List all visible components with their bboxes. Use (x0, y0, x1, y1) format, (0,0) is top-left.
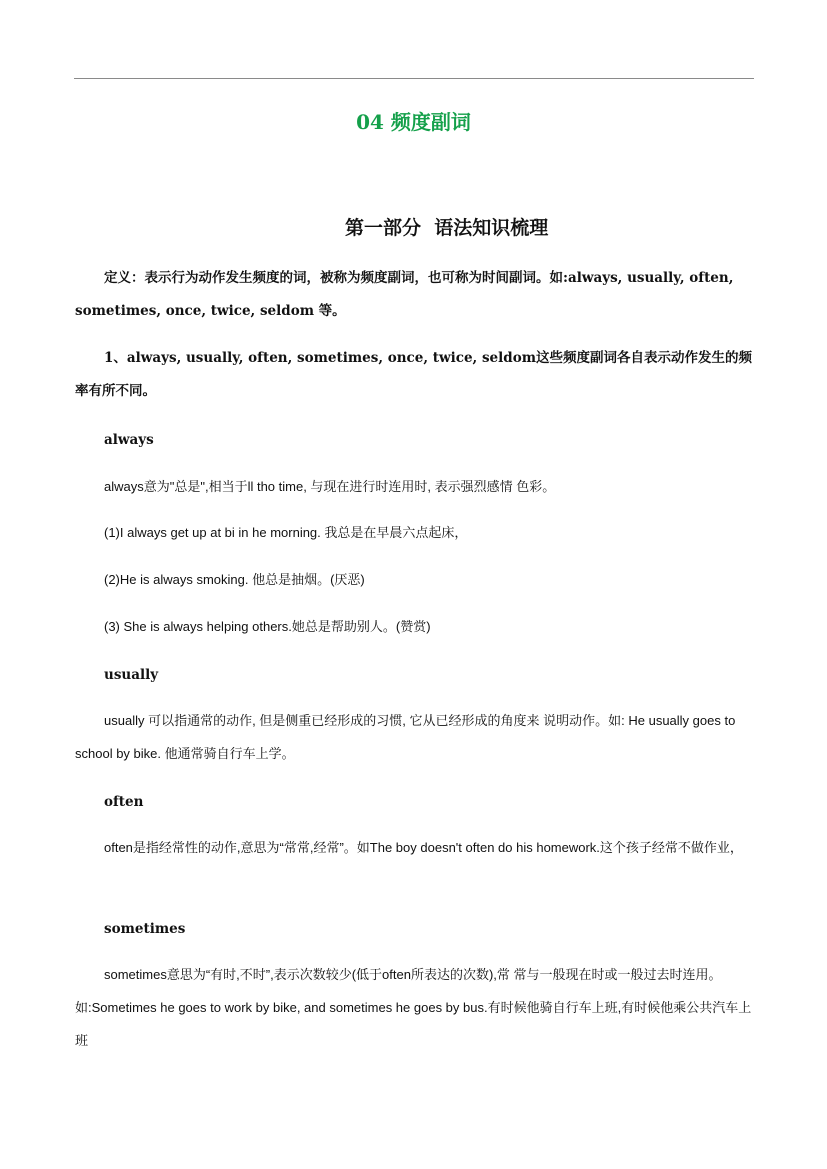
section-title: 第一部分 语法知识梳理 (345, 217, 549, 239)
point-1-paragraph: 1、always, usually, often, sometimes, once, twice, seldom这些频度副词各自表示动作发生的频率有所不同。 (75, 350, 753, 399)
definition-paragraph: 定义：表示行为动作发生频度的词，被称为频度副词，也可称为时间副词。如:always, usually, often, sometimes, once, twice, seldom 等。 (75, 270, 734, 319)
always-example-2: (2)He is always smoking. 他总是抽烟。(厌恶) (104, 572, 365, 587)
always-description: always意为"总是",相当于ll tho time, 与现在进行时连用时, 表示强烈感情 色彩。 (104, 479, 556, 494)
usually-heading: usually (104, 667, 159, 683)
sometimes-heading: sometimes (104, 921, 186, 937)
always-example-3: (3) She is always helping others.她总是帮助别人。(赞赏) (104, 619, 431, 634)
sometimes-description: sometimes意思为“有时,不时”,表示次数较少(低于often所表达的次数),常 常与一般现在时或一般过去时连用。如:Sometimes he goes to work by bike, and sometimes he goes by bus.有时候他骑自行车上班,有时候他乘公共汽车上班 (75, 967, 752, 1048)
always-example-1: (1)I always get up at bi in he morning. 我总是在早晨六点起床， (104, 525, 468, 540)
usually-description: usually 可以指通常的动作, 但是侧重已经形成的习惯, 它从已经形成的角度来 说明动作。如: He usually goes to school by bike. 他通常骑自行车上学。 (75, 713, 736, 761)
page-title: 04 频度副词 (356, 110, 471, 134)
always-heading: always (104, 432, 154, 448)
header-rule (74, 78, 754, 79)
often-heading: often (104, 794, 144, 810)
often-description: often是指经常性的动作,意思为“常常,经常”。如The boy doesn't often do his homework.这个孩子经常不做作业， (104, 840, 743, 855)
